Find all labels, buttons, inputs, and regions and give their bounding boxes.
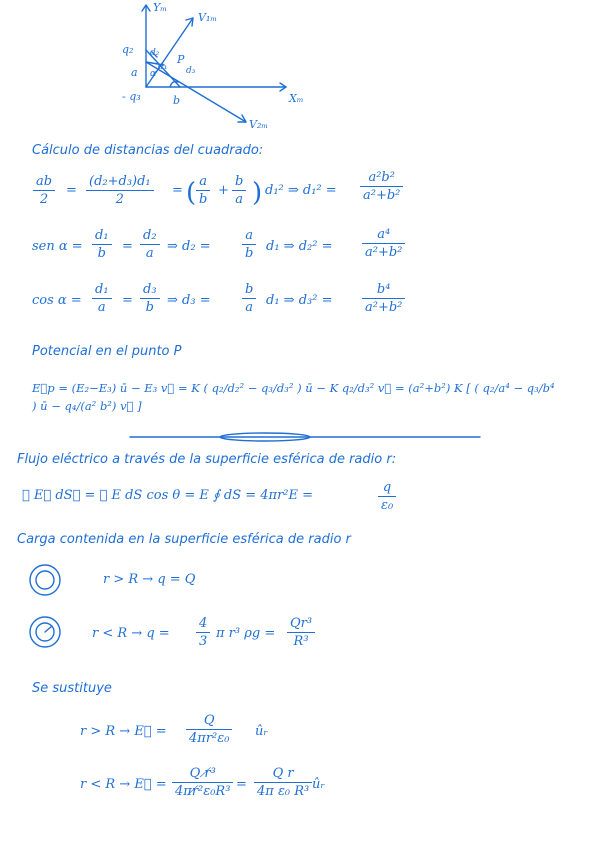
- case2-frac-result: Qr³ R³: [287, 616, 315, 649]
- a-label: a: [131, 66, 138, 79]
- d3-label: d₃: [186, 66, 196, 76]
- q3-label: - q₃: [122, 90, 141, 103]
- section2-heading: Potencial en el punto P: [32, 344, 182, 359]
- y-axis-label: Yₘ: [153, 1, 168, 14]
- eq1-rest: d₁² ⇒ d₁² =: [265, 183, 337, 198]
- eq3-tail: d₁ ⇒ d₃² =: [266, 293, 333, 308]
- eq1-frac-left: ab 2: [33, 174, 55, 207]
- section2-equation: E⃗p = (E₂−E₃) ū − E₃ v⃗ = K ( q₂/d₂² − q₃/d₃² ) ū − K q₂/d₃² v⃗ = (a²+b²) K [ ( q₂/a⁴ − q₃/b⁴ ) ū − q₄/(a² b²) v⃗ ]: [32, 381, 555, 413]
- eq2-lhs: sen α =: [32, 239, 83, 254]
- handwritten-page: Yₘ Xₘ V₁ₘ V₂ₘ q₂ - q₃ a b P d₁ d₂ d₃ α Cálculo de distancias del cuadrado: ab 2 = (d₂+d₃)d₁ 2 = ( a b + b a ) d₁² ⇒ d₁² = a²b² a²+b² sen α = d₁ b = d₂ a ⇒ d₂ = a b d₁ ⇒ d₂² = a⁴ a²+b² cos α = d₁ a = d₃ b ⇒ d₃ = b a d₁ ⇒ d₃² = b⁴ a²+b² Potencial en el punto P E⃗p = (E₂−E₃) ū − E₃ v⃗ = K ( q₂/d₂² − q₃/d₃² ) ū − K q₂/d₃² v⃗ = (a²+b²) K [ ( q₂/a⁴ − q₃/b⁴ ) ū − q₄/(a² b²) v⃗ ] Flujo eléctrico a través de la superficie esférica de radio r: ∮ E⃗ dS⃗ = ∮ E dS cos θ = E ∮ dS = 4πr²E = q ε₀ Carga contenida en la superficie esférica de radio r r > R → q = Q r < R → q = 4 3 π r³ ρg = Qr³ R³ Se sustituye r > R → E⃗ = Q 4πr²ε₀ ûᵣ r < R → E⃗ = Q r̸³ 4πr̸²ε₀R³ = Q r 4π ε₀ R³ ûᵣ: [0, 0, 600, 848]
- section3-frac-result: q ε₀: [378, 480, 396, 513]
- d2-label: d₂: [150, 48, 160, 58]
- eq2-tail: d₁ ⇒ d₂² =: [266, 239, 333, 254]
- eq3-lhs: cos α =: [32, 293, 82, 308]
- section5-heading: Se sustituye: [32, 681, 112, 696]
- point-p-label: P: [177, 53, 185, 66]
- c1-lhs: r > R → E⃗ =: [80, 724, 167, 739]
- q2-label: q₂: [122, 43, 134, 56]
- x-axis-label: Xₘ: [289, 92, 304, 105]
- section3-heading: Flujo eléctrico a través de la superficie esférica de radio r:: [17, 452, 397, 467]
- section1-heading: Cálculo de distancias del cuadrado:: [32, 143, 264, 158]
- v2-label: V₂ₘ: [249, 118, 269, 131]
- eq3-frac-result: b⁴ a²+b²: [362, 282, 405, 315]
- case2-lhs: r < R → q =: [92, 626, 170, 641]
- eq1-frac-mid: (d₂+d₃)d₁ 2: [86, 174, 154, 207]
- d1-label: d₁: [158, 62, 168, 72]
- v1-label: V₁ₘ: [198, 11, 218, 24]
- c2-lhs: r < R → E⃗ =: [80, 777, 167, 792]
- eq3-mid: ⇒ d₃ =: [167, 293, 211, 308]
- section4-heading: Carga contenida en la superficie esférica de radio r: [17, 532, 351, 547]
- b-label: b: [173, 94, 181, 107]
- eq2-frac-result: a⁴ a²+b²: [362, 227, 405, 260]
- eq1-frac-result: a²b² a²+b²: [360, 170, 403, 203]
- eq2-mid: ⇒ d₂ =: [167, 239, 211, 254]
- c2-tail: ûᵣ: [312, 777, 325, 792]
- c1-tail: ûᵣ: [255, 724, 268, 739]
- section3-equation: ∮ E⃗ dS⃗ = ∮ E dS cos θ = E ∮ dS = 4πr²E =: [22, 488, 314, 503]
- case1: r > R → q = Q: [103, 572, 196, 587]
- case2-mid: π r³ ρg =: [216, 626, 276, 641]
- alpha-label: α: [150, 69, 157, 79]
